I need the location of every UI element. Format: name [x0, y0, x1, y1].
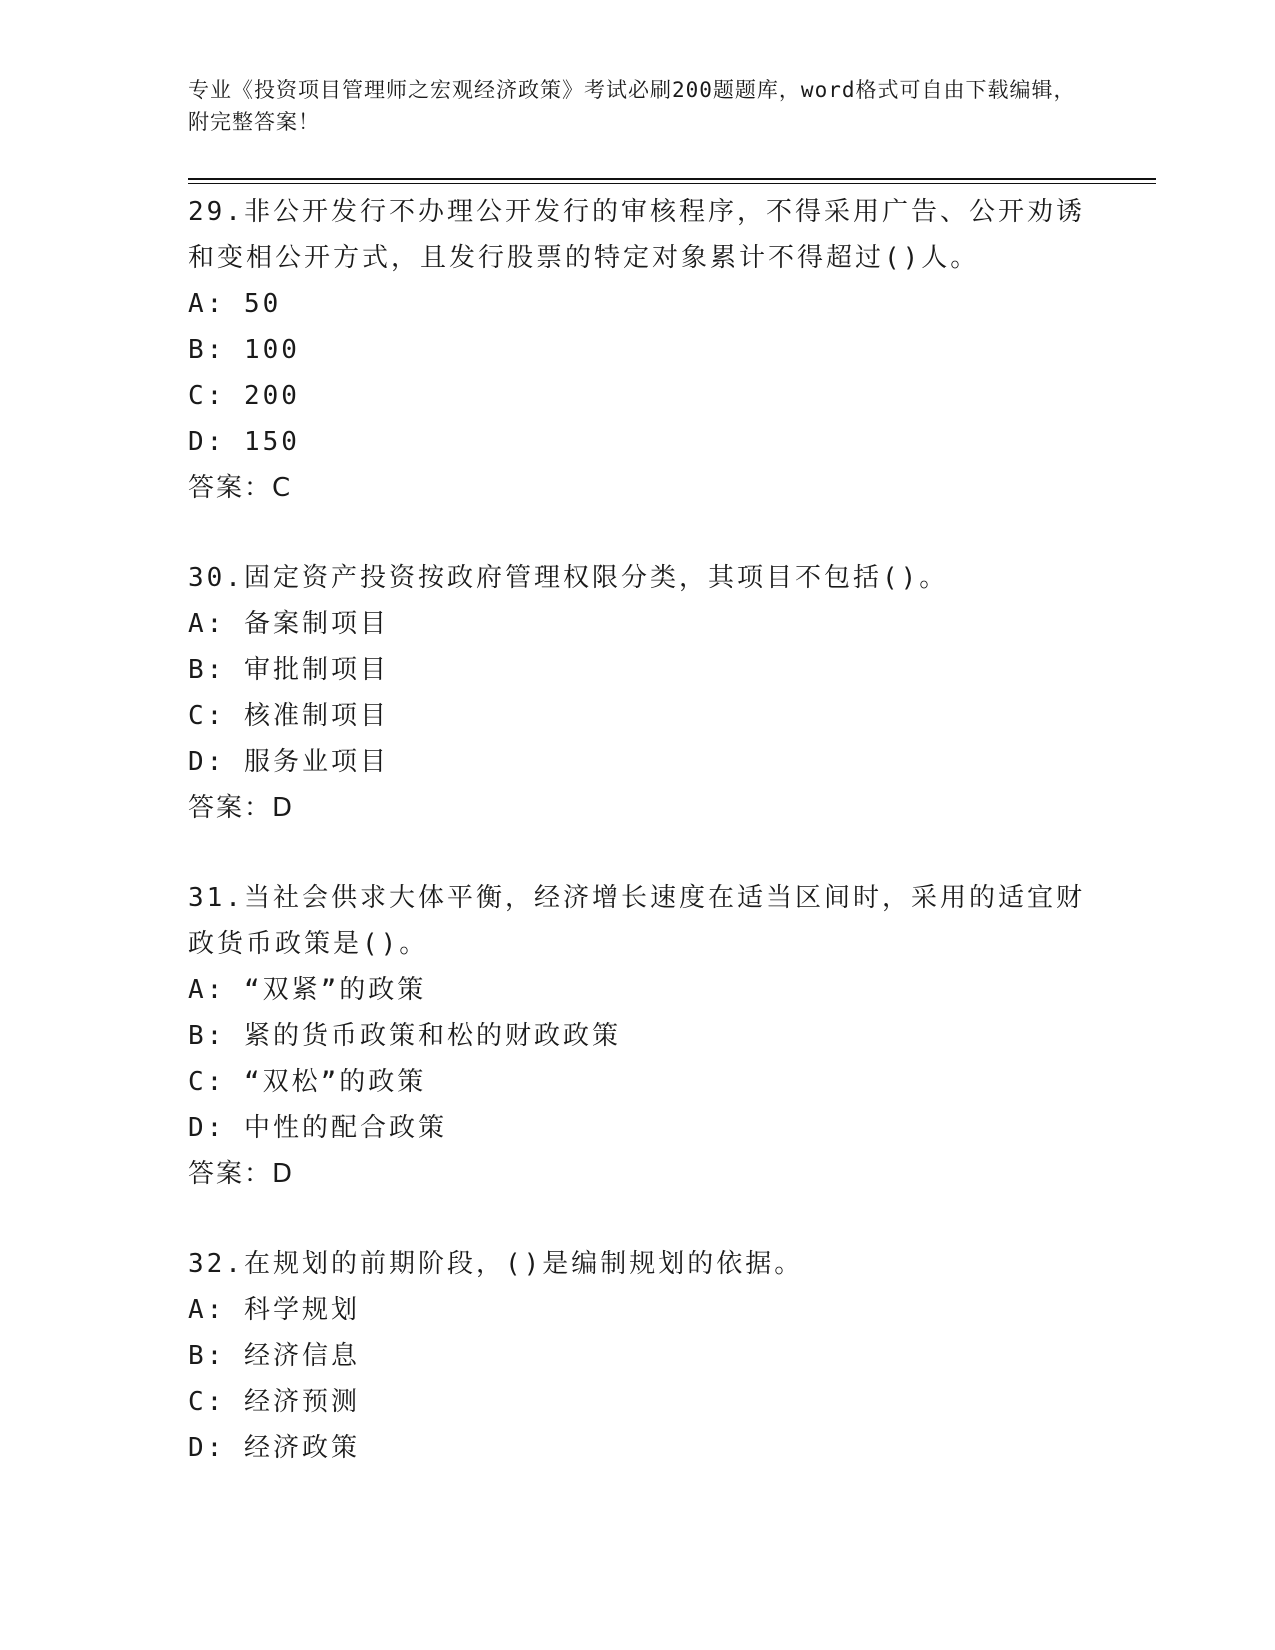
option-a: A: “双紧”的政策 — [188, 975, 427, 1005]
header-divider-thick — [188, 178, 1156, 180]
option-a: A: 50 — [188, 289, 282, 319]
option-c: C: “双松”的政策 — [188, 1067, 427, 1097]
document-header: 专业《投资项目管理师之宏观经济政策》考试必刷200题题库，word格式可自由下载编辑，附完整答案！ — [188, 78, 1076, 134]
option-d: D: 服务业项目 — [188, 747, 389, 777]
question-stem: 31.当社会供求大体平衡，经济增长速度在适当区间时，采用的适宜财政货币政策是()。 — [188, 883, 1085, 959]
option-c: C: 核准制项目 — [188, 701, 389, 731]
option-a: A: 科学规划 — [188, 1295, 360, 1325]
question-29 — [188, 189, 1088, 511]
question-31 — [188, 875, 1088, 1197]
option-b: B: 审批制项目 — [188, 655, 389, 685]
option-b: B: 紧的货币政策和松的财政政策 — [188, 1021, 621, 1051]
question-30 — [188, 555, 1088, 831]
question-32 — [188, 1241, 1088, 1471]
question-stem: 32.在规划的前期阶段，()是编制规划的依据。 — [188, 1249, 804, 1279]
option-c: C: 经济预测 — [188, 1387, 360, 1417]
option-d: D: 中性的配合政策 — [188, 1113, 447, 1143]
option-a: A: 备案制项目 — [188, 609, 389, 639]
option-d: D: 经济政策 — [188, 1433, 360, 1463]
option-b: B: 100 — [188, 335, 300, 365]
answer-line: 答案：D — [188, 793, 295, 823]
option-b: B: 经济信息 — [188, 1341, 360, 1371]
question-stem: 29.非公开发行不办理公开发行的审核程序，不得采用广告、公开劝诱和变相公开方式，且发行股票的特定对象累计不得超过()人。 — [188, 197, 1085, 273]
header-divider-thin — [188, 183, 1156, 184]
question-stem: 30.固定资产投资按政府管理权限分类，其项目不包括()。 — [188, 563, 949, 593]
answer-line: 答案：C — [188, 473, 293, 503]
answer-line: 答案：D — [188, 1159, 295, 1189]
option-d: D: 150 — [188, 427, 300, 457]
option-c: C: 200 — [188, 381, 300, 411]
question-list — [188, 189, 1088, 1515]
